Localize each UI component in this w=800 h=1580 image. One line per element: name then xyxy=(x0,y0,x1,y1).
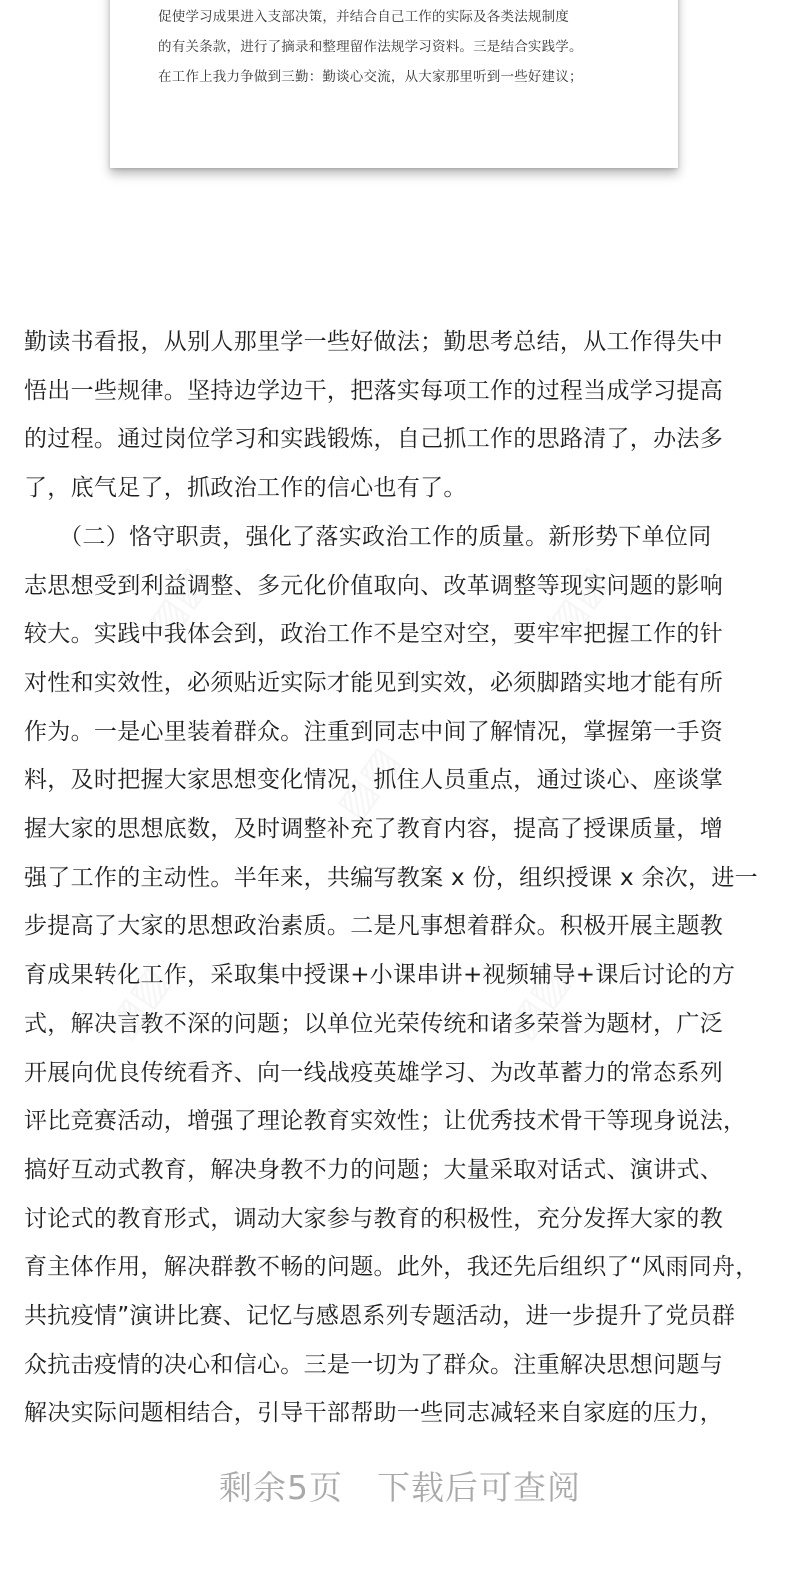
download-prompt[interactable] xyxy=(0,1462,800,1509)
remaining-pages-label: 剩余5页 xyxy=(219,1468,343,1507)
preview-text: 促使学习成果进入支部决策，并结合自己工作的实际及各类法规制度 的有关条款，进行了摘录和整理留作法规学习资料。三是结合实践学。 在工作上我力争做到三勤：勤谈心交流，从大家那里听到一些好建议； xyxy=(158,9,583,85)
download-to-view-label: 下载后可查阅 xyxy=(377,1468,581,1507)
document-body-text: 勤读书看报，从别人那里学一些好做法；勤思考总结，从工作得失中 悟出一些规律。坚持边学边干，把落实每项工作的过程当成学习提高 的过程。通过岗位学习和实践锻炼，自己抓工作的思路清了，办法多 了，底气足了，抓政治工作的信心也有了。 （二）恪守职责，强化了落实政治工作的质量。新形势下单位同 志思想受到利益调整、多元化价值取向、改革调整等现实问题的影响 较大。实践中我体会到，政治工作不是空对空，要牢牢把握工作的针 对性和实效性，必须贴近实际才能见到实效，必须脚踏实地才能有所 作为。一是心里装着群众。注重到同志中间了解情况，掌握第一手资 料，及时把握大家思想变化情况，抓住人员重点，通过谈心、座谈掌 握大家的思想底数，及时调整补充了教育内容，提高了授课质量，增 强了工作的主动性。半年来，共编写教案 x 份，组织授课 x 余次，进一 步提高了大家的思想政治素质。二是凡事想着群众。积极开展主题教 育成果转化工作，采取集中授课+小课串讲+视频辅导+课后讨论的方 式，解决言教不深的问题；以单位光荣传统和诸多荣誉为题材，广泛 开展向优良传统看齐、向一线战疫英雄学习、为改革蓄力的常态系列 评比竞赛活动，增强了理论教育实效性；让优秀技术骨干等现身说法， 搞好互动式教育，解决身教不力的问题；大量采取对话式、演讲式、 讨论式的教育形式，调动大家参与教育的积极性，充分发挥大家的教 育主体作用，解决群教不畅的问题。此外，我还先后组织了“风雨同舟， 共抗疫情”演讲比赛、记忆与感恩系列专题活动，进一步提升了党员群 众抗击疫情的决心和信心。三是一切为了群众。注重解决思想问题与 解决实际问题相结合，引导干部帮助一些同志减轻来自家庭的压力， xyxy=(24,329,759,1427)
page-preview-card xyxy=(110,0,678,168)
